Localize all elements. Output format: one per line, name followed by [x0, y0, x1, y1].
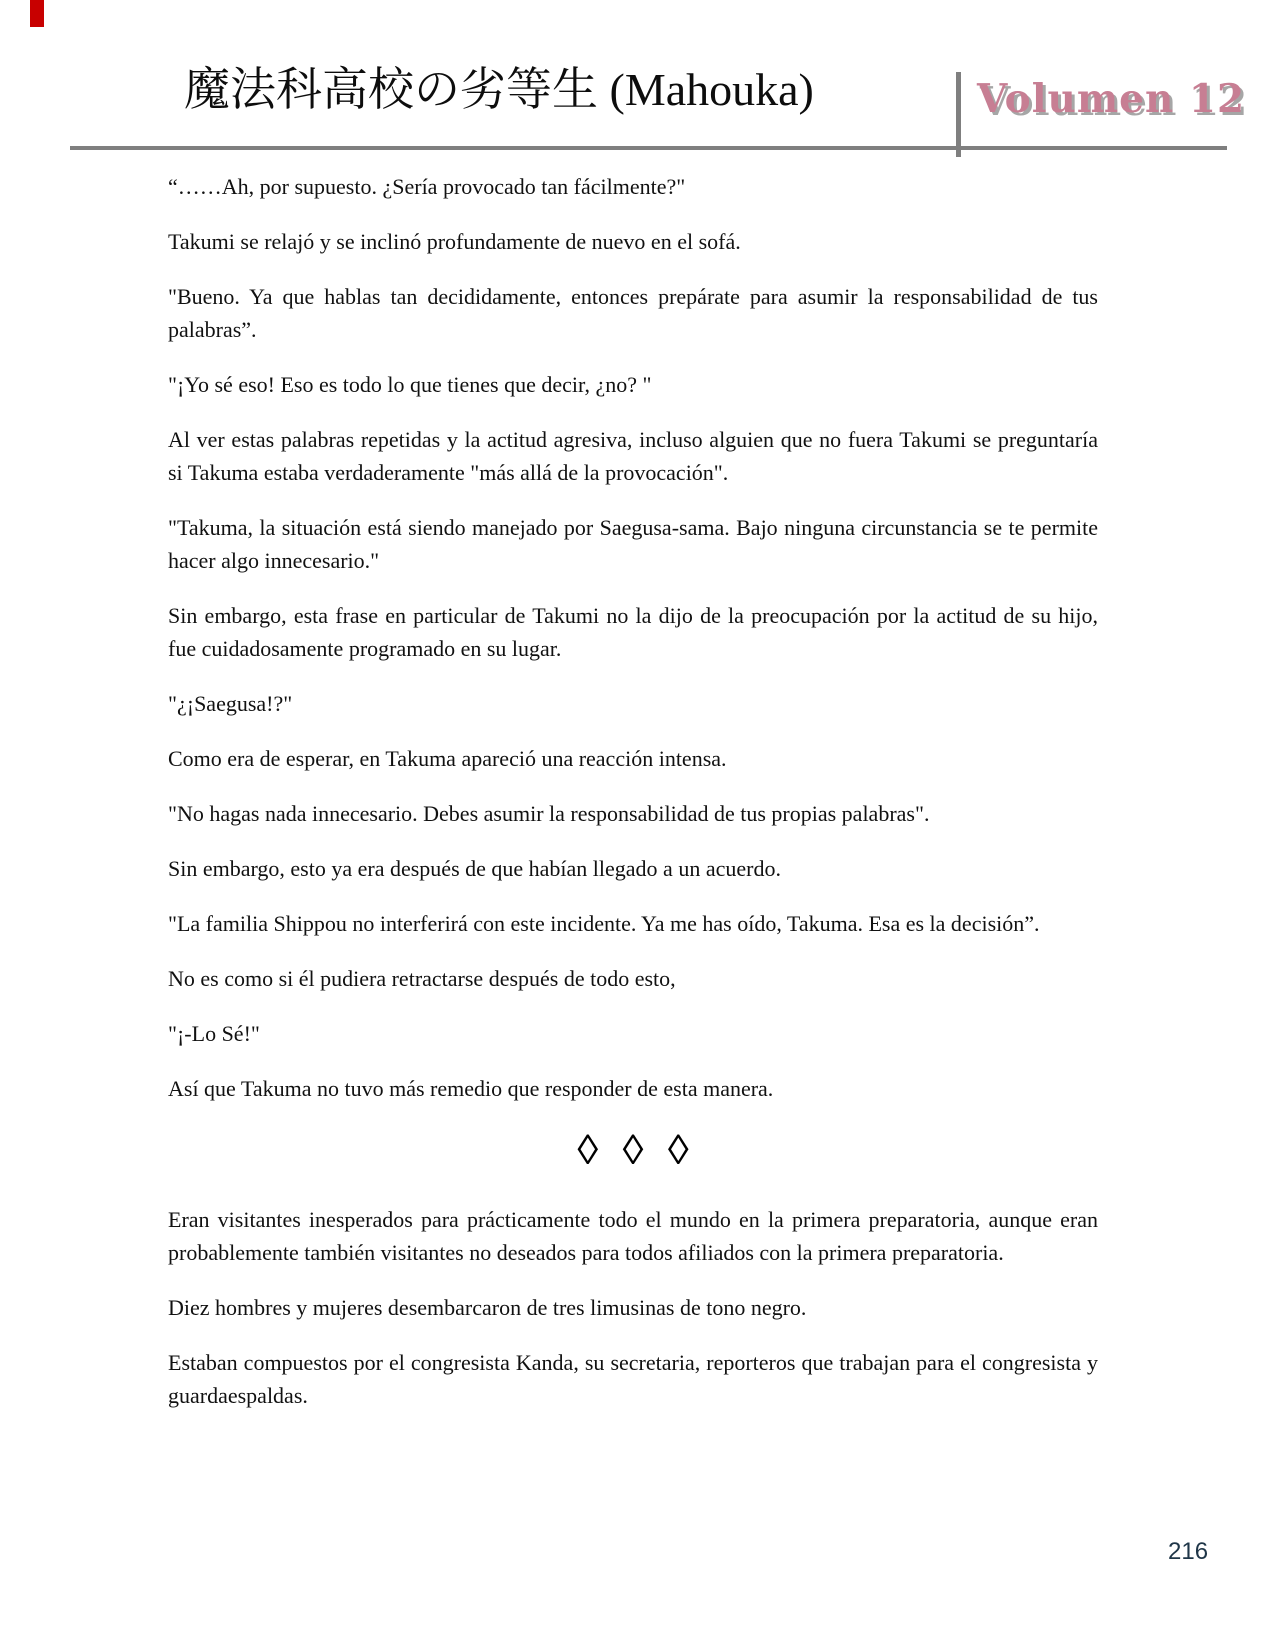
paragraph: "Bueno. Ya que hablas tan decididamente, entonces prepárate para asumir la responsabilidad de tus palabras”.: [168, 284, 1098, 342]
header-rule: [70, 146, 1227, 150]
volume-badge: Volumen 12: [977, 76, 1246, 122]
paragraph: Al ver estas palabras repetidas y la actitud agresiva, incluso alguien que no fuera Takumi se preguntaría si Takuma estaba verdaderamente "más allá de la provocación".: [168, 427, 1098, 485]
paragraph: Sin embargo, esto ya era después de que habían llegado a un acuerdo.: [168, 856, 781, 881]
paragraph: Sin embargo, esta frase en particular de Takumi no la dijo de la preocupación por la actitud de su hijo, fue cuidadosamente programado en su lugar.: [168, 603, 1098, 661]
paragraph: Diez hombres y mujeres desembarcaron de tres limusinas de tono negro.: [168, 1295, 807, 1320]
page-header: [0, 0, 1275, 160]
paragraph: Estaban compuestos por el congresista Kanda, su secretaria, reporteros que trabajan para el congresista y guardaespaldas.: [168, 1350, 1098, 1408]
paragraph: "¡Yo sé eso! Eso es todo lo que tienes que decir, ¿no? ": [168, 372, 652, 397]
paragraph: No es como si él pudiera retractarse después de todo esto,: [168, 966, 676, 991]
paragraph: "Takuma, la situación está siendo manejado por Saegusa-sama. Bajo ninguna circunstancia se te permite hacer algo innecesario.": [168, 515, 1098, 573]
document-paragraphs: [168, 170, 1098, 1434]
paragraph: "¿¡Saegusa!?": [168, 691, 293, 716]
paragraph: Eran visitantes inesperados para prácticamente todo el mundo en la primera preparatoria, aunque eran probablemente también visitantes no deseados para todos afiliados con la primera preparatoria.: [168, 1207, 1098, 1265]
paragraph: Como era de esperar, en Takuma apareció una reacción intensa.: [168, 746, 727, 771]
paragraph: "La familia Shippou no interferirá con este incidente. Ya me has oído, Takuma. Esa es la decisión”.: [168, 911, 1040, 936]
paragraph: Takumi se relajó y se inclinó profundamente de nuevo en el sofá.: [168, 229, 741, 254]
paragraph: Así que Takuma no tuvo más remedio que responder de esta manera.: [168, 1076, 774, 1101]
paragraph: "¡-Lo Sé!": [168, 1021, 260, 1046]
page-title: 魔法科高校の劣等生 (Mahouka): [184, 64, 814, 115]
page-number: 216: [1168, 1538, 1209, 1565]
paragraph: “……Ah, por supuesto. ¿Sería provocado tan fácilmente?": [168, 174, 686, 199]
header-vertical-divider: [956, 72, 961, 157]
paragraph: "No hagas nada innecesario. Debes asumir la responsabilidad de tus propias palabras".: [168, 801, 930, 826]
scene-break-divider: ◊ ◊ ◊: [577, 1128, 689, 1174]
